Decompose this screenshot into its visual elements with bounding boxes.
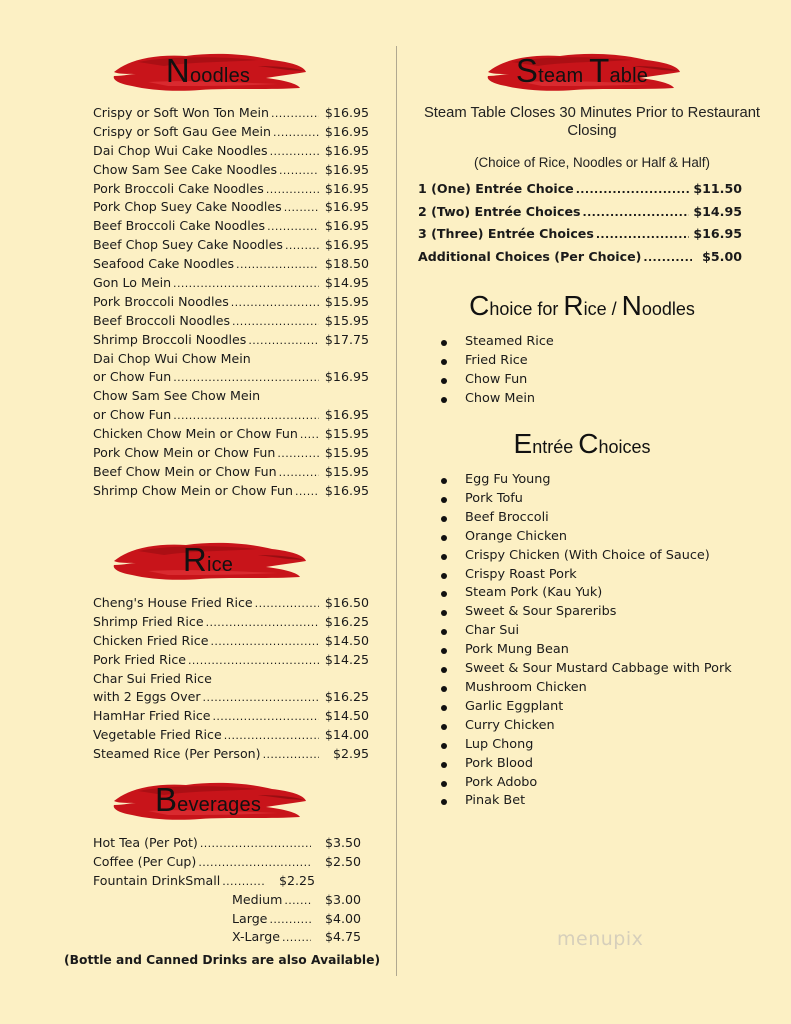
list-item: Garlic Eggplant xyxy=(440,698,732,717)
item-price: $16.95 xyxy=(324,105,369,120)
item-name: 1 (One) Entrée Choice xyxy=(418,181,574,196)
menu-item xyxy=(93,463,369,482)
list-item: Pork Adobo xyxy=(440,774,732,793)
item-price: $18.50 xyxy=(324,256,369,272)
list-item: Fried Rice xyxy=(440,352,554,371)
menu-item xyxy=(93,726,369,745)
item-name: Cheng's House Fried Rice xyxy=(93,595,253,610)
menu-item xyxy=(93,274,369,293)
menu-item: Fountain DrinkSmall ..... $2.25 xyxy=(93,872,315,891)
column-divider xyxy=(396,46,397,976)
menu-item xyxy=(93,217,369,236)
rice-noodle-choices-list xyxy=(440,333,554,409)
list-item: Char Sui xyxy=(440,622,732,641)
item-price: $5.00 xyxy=(702,248,742,264)
item-name: Chicken Chow Mein or Chow Fun xyxy=(93,426,298,442)
menu-item xyxy=(93,444,369,463)
list-item: Pork Mung Bean xyxy=(440,641,732,660)
item-name: Beef Broccoli Cake Noodles xyxy=(93,218,266,234)
list-item: Crispy Roast Pork xyxy=(440,566,732,585)
steam-table-list xyxy=(418,178,742,268)
item-name: Dai Chop Wui Cake Noodles xyxy=(93,142,268,158)
list-item: Sweet & Sour Spareribs xyxy=(440,603,732,622)
item-name: Crispy or Soft Gau Gee Mein xyxy=(93,123,272,139)
item-name: Additional Choices (Per Choice) xyxy=(418,248,642,264)
menu-item xyxy=(93,670,369,689)
menu-item xyxy=(93,482,369,501)
beverages-title: Beverages xyxy=(154,781,262,818)
item-name: Beef Broccoli Noodles xyxy=(93,312,231,328)
item-price: $15.95 xyxy=(324,445,369,461)
steam-table-choice-note: (Choice of Rice, Noodles or Half & Half) xyxy=(474,155,710,170)
item-price: $16.95 xyxy=(324,161,369,177)
list-item: Pork Tofu xyxy=(440,490,732,509)
list-item: Chow Mein xyxy=(440,390,554,409)
item-name: or Chow Fun xyxy=(93,369,172,385)
item-name: 2 (Two) Entrée Choices xyxy=(418,203,581,219)
menu-item xyxy=(93,180,369,199)
rice-banner xyxy=(108,535,308,583)
menu-item xyxy=(93,293,369,312)
item-name: Pork Broccoli Noodles xyxy=(93,293,229,309)
steam-table-banner xyxy=(482,46,682,94)
item-price: $11.50 xyxy=(693,181,742,196)
entree-choices-heading: Entrée Choices xyxy=(513,428,651,459)
menu-item xyxy=(93,707,369,726)
item-name: or Chow Fun xyxy=(93,407,172,423)
item-price: $16.95 xyxy=(324,142,369,158)
list-item: Curry Chicken xyxy=(440,717,732,736)
item-price: $14.50 xyxy=(324,632,369,648)
item-price: $14.00 xyxy=(324,727,369,743)
list-item: Egg Fu Young xyxy=(440,471,732,490)
list-item: Orange Chicken xyxy=(440,528,732,547)
beverages-banner xyxy=(108,775,308,823)
list-item: Pork Blood xyxy=(440,755,732,774)
menu-item: Medium ..... $3.00 xyxy=(93,891,361,910)
noodles-title: Noodles xyxy=(165,52,251,89)
item-price: $16.95 xyxy=(324,407,369,423)
item-name: Beef Chow Mein or Chow Fun xyxy=(93,463,277,479)
item-price: $16.95 xyxy=(693,226,742,242)
item-price: $16.95 xyxy=(324,180,369,196)
list-item: Steamed Rice xyxy=(440,333,554,352)
menu-item xyxy=(93,688,369,707)
menu-item xyxy=(93,255,369,274)
beverages-list xyxy=(93,834,361,947)
item-name: Seafood Cake Noodles xyxy=(93,256,235,272)
menu-item xyxy=(93,406,369,425)
item-name: with 2 Eggs Over xyxy=(93,689,201,705)
menu-item xyxy=(93,368,369,387)
item-price: $15.95 xyxy=(324,312,369,328)
item-name: Gon Lo Mein xyxy=(93,275,172,291)
item-name: Shrimp Chow Mein or Chow Fun xyxy=(93,482,293,498)
item-price: $15.95 xyxy=(324,426,369,442)
item-price: $16.25 xyxy=(324,689,369,705)
menu-item xyxy=(93,104,369,123)
rice-noodle-choices-heading: Choice for Rice / Noodles xyxy=(469,290,695,321)
menu-item xyxy=(93,236,369,255)
menu-item: X-Large ..... $4.75 xyxy=(93,928,361,947)
steam-table-closing-note: Steam Table Closes 30 Minutes Prior to Restaurant Closing xyxy=(423,105,761,139)
noodles-list xyxy=(93,104,369,501)
menu-item xyxy=(93,161,369,180)
list-item: Chow Fun xyxy=(440,371,554,390)
item-price: $17.75 xyxy=(324,331,369,347)
menu-item xyxy=(93,613,369,632)
rice-list xyxy=(93,594,369,764)
watermark-text: menupix xyxy=(557,928,644,950)
item-price: $16.50 xyxy=(324,595,369,610)
list-item: Pinak Bet xyxy=(440,792,732,811)
item-name: Beef Chop Suey Cake Noodles xyxy=(93,237,283,253)
menu-item xyxy=(418,223,742,246)
item-price: $16.95 xyxy=(324,369,369,385)
item-name: Pork Chow Mein or Chow Fun xyxy=(93,445,276,461)
menu-item xyxy=(93,651,369,670)
item-name: Chicken Fried Rice xyxy=(93,632,209,648)
menu-item xyxy=(418,246,742,269)
item-price: $15.95 xyxy=(324,293,369,309)
item-name: Steamed Rice (Per Person) xyxy=(93,746,261,762)
menu-item xyxy=(93,425,369,444)
menu-item xyxy=(93,198,369,217)
item-price: $16.95 xyxy=(324,237,369,253)
item-price: $16.95 xyxy=(324,199,369,215)
item-name: Dai Chop Wui Chow Mein xyxy=(93,350,251,366)
menu-item xyxy=(93,331,369,350)
item-name: Shrimp Fried Rice xyxy=(93,613,204,629)
item-price: $15.95 xyxy=(324,463,369,479)
item-price: $16.25 xyxy=(324,613,369,629)
menu-item xyxy=(93,387,369,406)
menu-item: Large ..... $4.00 xyxy=(93,910,361,929)
item-name: Char Sui Fried Rice xyxy=(93,670,212,686)
list-item: Sweet & Sour Mustard Cabbage with Pork xyxy=(440,660,732,679)
item-price: $14.50 xyxy=(324,708,369,724)
item-name: Pork Chop Suey Cake Noodles xyxy=(93,199,282,215)
item-name: Pork Fried Rice xyxy=(93,651,186,667)
menu-item xyxy=(93,142,369,161)
beverages-note: (Bottle and Canned Drinks are also Available) xyxy=(64,953,381,967)
menu-item xyxy=(93,350,369,369)
item-name: Chow Sam See Cake Noodles xyxy=(93,161,277,177)
menu-item xyxy=(93,745,369,764)
menu-item xyxy=(93,312,369,331)
item-name: HamHar Fried Rice xyxy=(93,708,211,724)
item-name: Crispy or Soft Won Ton Mein xyxy=(93,105,269,120)
item-name: 3 (Three) Entrée Choices xyxy=(418,226,594,242)
list-item: Beef Broccoli xyxy=(440,509,732,528)
item-price: $16.95 xyxy=(324,482,369,498)
steam-table-title: Steam Table xyxy=(515,52,649,89)
list-item: Lup Chong xyxy=(440,736,732,755)
item-price: $14.25 xyxy=(324,651,369,667)
menu-item: Hot Tea (Per Pot) ..... $3.50 xyxy=(93,834,361,853)
menu-item xyxy=(93,632,369,651)
menu-item xyxy=(93,123,369,142)
item-price: $2.95 xyxy=(332,746,369,762)
entree-choices-list xyxy=(440,471,732,811)
item-price: $14.95 xyxy=(324,275,369,291)
list-item: Steam Pork (Kau Yuk) xyxy=(440,584,732,603)
item-price: $16.95 xyxy=(324,123,369,139)
menu-item: Coffee (Per Cup) ..... $2.50 xyxy=(93,853,361,872)
item-name: Vegetable Fried Rice xyxy=(93,727,222,743)
item-price: $16.95 xyxy=(324,218,369,234)
menu-item xyxy=(418,201,742,224)
item-price: $14.95 xyxy=(693,203,742,219)
list-item: Crispy Chicken (With Choice of Sauce) xyxy=(440,547,732,566)
rice-title: Rice xyxy=(182,541,234,578)
list-item: Mushroom Chicken xyxy=(440,679,732,698)
item-name: Chow Sam See Chow Mein xyxy=(93,388,261,404)
menu-item xyxy=(93,594,369,613)
item-name: Shrimp Broccoli Noodles xyxy=(93,331,247,347)
item-name: Pork Broccoli Cake Noodles xyxy=(93,180,264,196)
menu-item xyxy=(418,178,742,201)
noodles-banner xyxy=(108,46,308,94)
